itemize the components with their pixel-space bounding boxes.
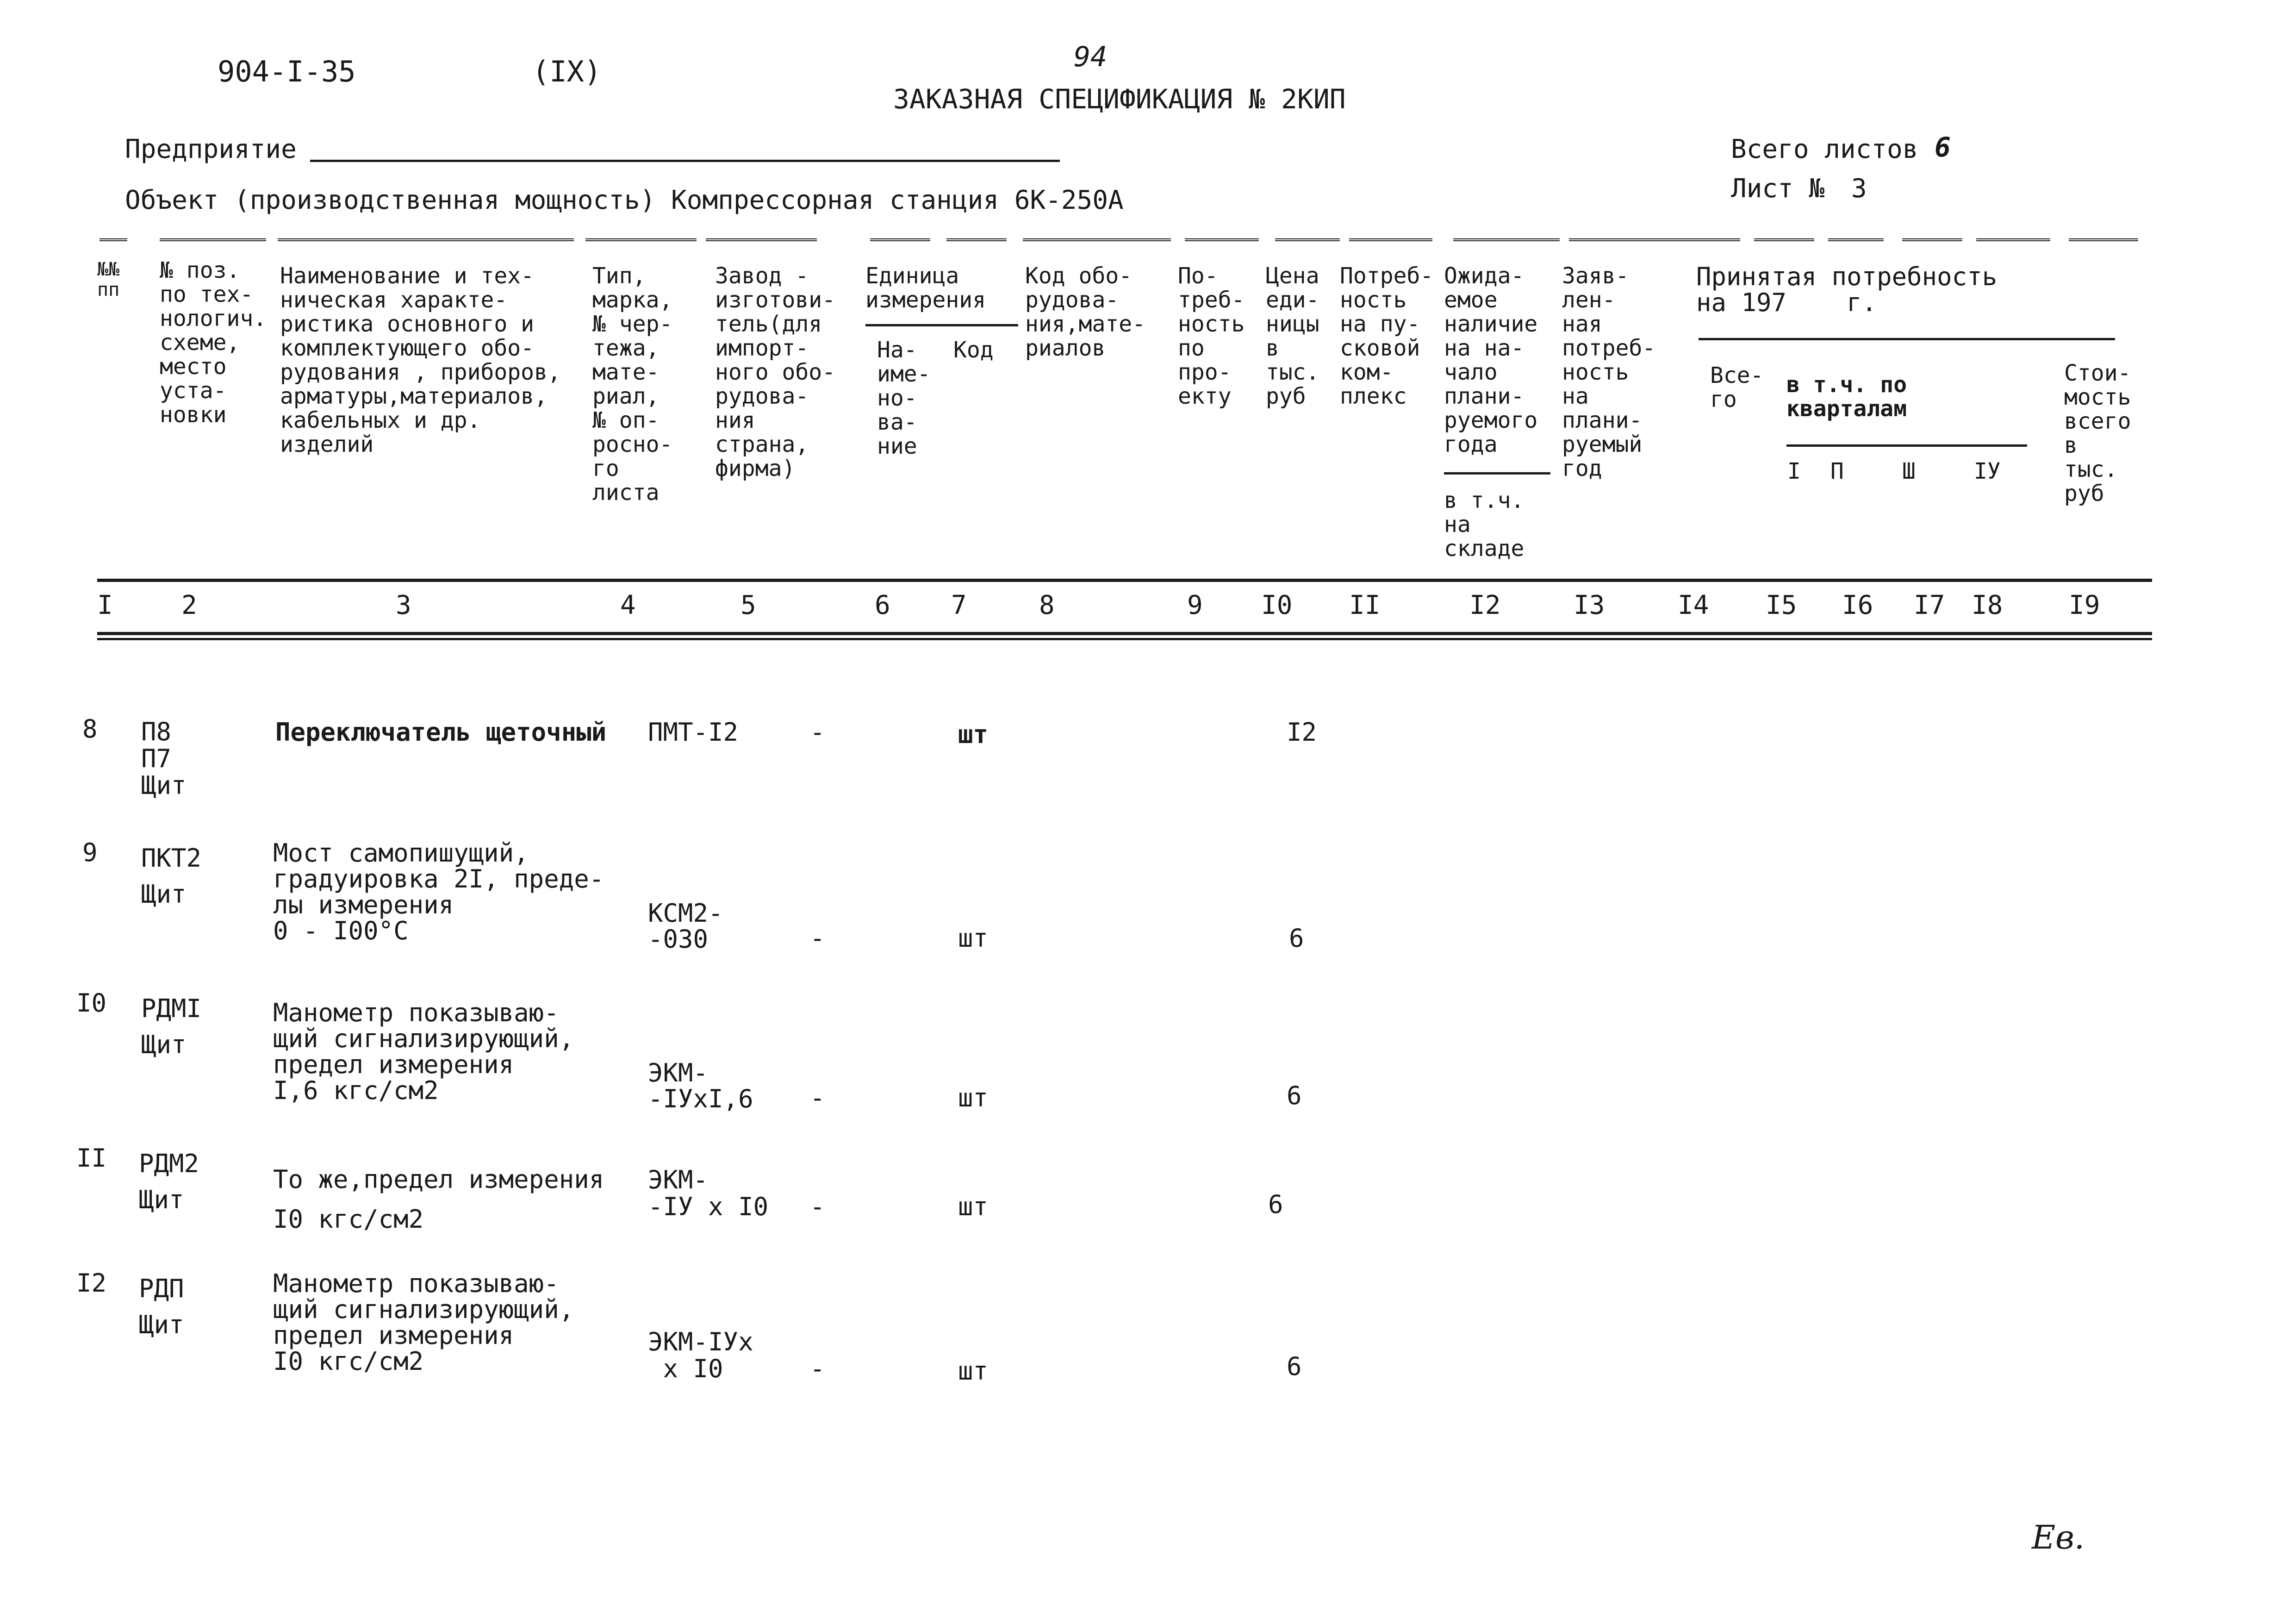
row-name: Переключатель щеточный	[275, 718, 607, 747]
row-unit: шт	[958, 1083, 989, 1112]
row-type: КСМ2- -030	[648, 899, 723, 954]
col-header-cost: Стои- мость всего в тыс. руб	[2064, 360, 2131, 506]
row-type: ПМТ-I2	[648, 718, 739, 747]
sheets-total-label: Всего листов	[1731, 134, 1918, 164]
column-number-16: I6	[1842, 590, 1873, 620]
enterprise-label: Предприятие	[125, 134, 297, 164]
column-numbers-bottom-rule-2	[97, 638, 2152, 640]
column-number-8: 8	[1039, 590, 1055, 620]
column-number-9: 9	[1187, 590, 1203, 620]
row-number: I2	[76, 1268, 107, 1298]
header-rule-4	[585, 238, 697, 241]
row-type: ЭКМ-IУx x I0	[648, 1327, 753, 1383]
column-number-4: 4	[620, 590, 636, 620]
col-header-unit-code: Код	[953, 337, 994, 363]
row-unit: шт	[958, 924, 989, 953]
header-rule-16	[1828, 238, 1884, 241]
row-manufacturer: -	[810, 924, 825, 953]
column-number-6: 6	[875, 590, 890, 620]
col-header-startup-need: Потреб- ность на пу- сковой ком- плекс	[1340, 263, 1434, 409]
object-label: Объект (производственная мощность) Компрессорная станция 6К-250А	[125, 185, 1124, 215]
column-number-1: I	[97, 590, 113, 620]
row-name: То же,предел измерения I0 кгс/см2	[273, 1165, 604, 1234]
row-unit: шт	[958, 1356, 989, 1386]
row-number: 8	[82, 714, 98, 743]
header-rule-5	[706, 238, 817, 241]
col-header-accepted: Принятая потребность на 197 г.	[1696, 262, 1997, 317]
col-header-q2: П	[1830, 458, 1844, 484]
column-numbers-bottom-rule-1	[97, 632, 2152, 635]
col-header-unit-price: Цена еди- ницы в тыс. руб	[1266, 263, 1319, 409]
col-header-number: №№ пп	[97, 259, 120, 300]
header-rule-18	[1976, 238, 2050, 241]
col-header-q3: Ш	[1902, 458, 1916, 484]
column-number-12: I2	[1469, 590, 1501, 620]
row-name: Манометр показываю- щий сигнализирующий, предел измерения I0 кгс/см2	[273, 1269, 574, 1376]
row-quantity: 6	[1268, 1190, 1283, 1219]
col-header-in-stock: в т.ч. на складе	[1444, 487, 1524, 562]
column-number-15: I5	[1766, 590, 1797, 620]
page-title: ЗАКАЗНАЯ СПЕЦИФИКАЦИЯ № 2КИП	[893, 83, 1346, 115]
unit-group-rule	[865, 324, 1018, 326]
col-header-q1: I	[1787, 458, 1801, 484]
col-header-declared: Заяв- лен- ная потреб- ность на плани- руемый год	[1562, 263, 1656, 481]
header-rule-1	[100, 238, 127, 241]
row-unit: шт	[958, 720, 989, 749]
row-type: ЭКМ- -IУxI,6	[648, 1058, 753, 1113]
row-position: РДМ2 Щит	[139, 1149, 199, 1214]
column-number-11: II	[1349, 590, 1381, 620]
header-rule-2	[160, 238, 266, 241]
sheets-total-value: 6	[1935, 131, 1951, 163]
row-number: II	[76, 1143, 107, 1173]
header-rule-17	[1902, 238, 1962, 241]
row-position: РДП Щит	[139, 1274, 184, 1339]
row-unit: шт	[958, 1192, 989, 1221]
col-header-manufacturer: Завод - изготови- тель(для импорт- ного обо- рудова- ния страна, фирма)	[715, 263, 836, 481]
row-manufacturer: -	[810, 1354, 825, 1383]
col-header-unit-name: На- име- но- ва- ние	[877, 337, 931, 459]
row-position: ПКТ2 Щит	[141, 843, 202, 909]
header-rule-14	[1685, 238, 1740, 241]
column-number-3: 3	[396, 590, 411, 620]
col-header-expected: Ожида- емое наличие на на- чало плани- руемого года	[1444, 263, 1538, 457]
column-number-5: 5	[740, 590, 756, 620]
column-number-14: I4	[1678, 590, 1709, 620]
row-position: П8 П7 Щит	[141, 717, 187, 800]
row-quantity: 6	[1287, 1352, 1302, 1381]
row-manufacturer: -	[810, 1192, 825, 1221]
expected-subrule	[1444, 472, 1550, 475]
header-rule-8	[1023, 238, 1171, 241]
col-header-project-need: По- треб- ность по про- екту	[1178, 263, 1245, 409]
header-rule-15	[1754, 238, 1814, 241]
row-type: ЭКМ- -IУ x I0	[648, 1165, 769, 1221]
col-header-total: Все- го	[1710, 362, 1764, 412]
col-header-name: Наименование и тех- ническая характе- ристика основного и комплектующего обо- рудования , приборов, арматуры,материалов, кабельных и др. изделий	[280, 263, 561, 457]
sheet-value: 3	[1851, 174, 1867, 204]
col-header-unit-group: Единица измерения	[865, 263, 986, 313]
row-position: РДМI Щит	[141, 994, 202, 1059]
column-number-13: I3	[1574, 590, 1605, 620]
header-rule-11	[1349, 238, 1432, 241]
enterprise-underline	[310, 160, 1060, 162]
row-name: Мост самопишущий, градуировка 2I, преде- лы измерения 0 - I00°C	[273, 838, 604, 945]
col-header-type: Тип, марка, № чер- тежа, мате- риал, № оп- росно- го листа	[592, 263, 673, 506]
header-rule-13	[1569, 238, 1685, 241]
column-number-19: I9	[2069, 590, 2100, 620]
header-rule-10	[1275, 238, 1340, 241]
row-quantity: I2	[1287, 718, 1317, 747]
volume-label: (IX)	[532, 55, 602, 88]
column-number-18: I8	[1972, 590, 2003, 620]
document-code: 904-I-35	[218, 55, 356, 88]
col-header-position: № поз. по тех- нологич. схеме, место уста- новки	[160, 257, 267, 428]
row-manufacturer: -	[810, 718, 825, 747]
row-quantity: 6	[1289, 924, 1304, 953]
header-rule-3	[278, 238, 574, 241]
header-rule-6	[870, 238, 930, 241]
column-numbers-top-rule	[97, 579, 2152, 582]
page-number: 94	[1074, 41, 1108, 73]
row-quantity: 6	[1287, 1081, 1302, 1110]
header-rule-12	[1453, 238, 1560, 241]
accepted-rule	[1699, 338, 2115, 340]
column-number-7: 7	[951, 590, 967, 620]
row-name: Манометр показываю- щий сигнализирующий, предел измерения I,6 кгс/см2	[273, 998, 574, 1105]
column-number-2: 2	[181, 590, 197, 620]
sheet-label: Лист №	[1731, 174, 1825, 204]
header-rule-9	[1185, 238, 1259, 241]
column-number-17: I7	[1914, 590, 1945, 620]
col-header-quarters: в т.ч. по кварталам	[1786, 372, 1907, 422]
row-manufacturer: -	[810, 1083, 825, 1112]
col-header-item-code: Код обо- рудова- ния,мате- риалов	[1025, 263, 1146, 361]
row-number: I0	[76, 988, 107, 1018]
handwritten-initials: Ев.	[2032, 1518, 2085, 1556]
quarters-rule	[1786, 444, 2027, 447]
header-rule-19	[2069, 238, 2138, 241]
col-header-q4: IУ	[1974, 458, 2001, 484]
column-number-10: I0	[1261, 590, 1293, 620]
row-number: 9	[82, 838, 98, 867]
header-rule-7	[946, 238, 1007, 241]
